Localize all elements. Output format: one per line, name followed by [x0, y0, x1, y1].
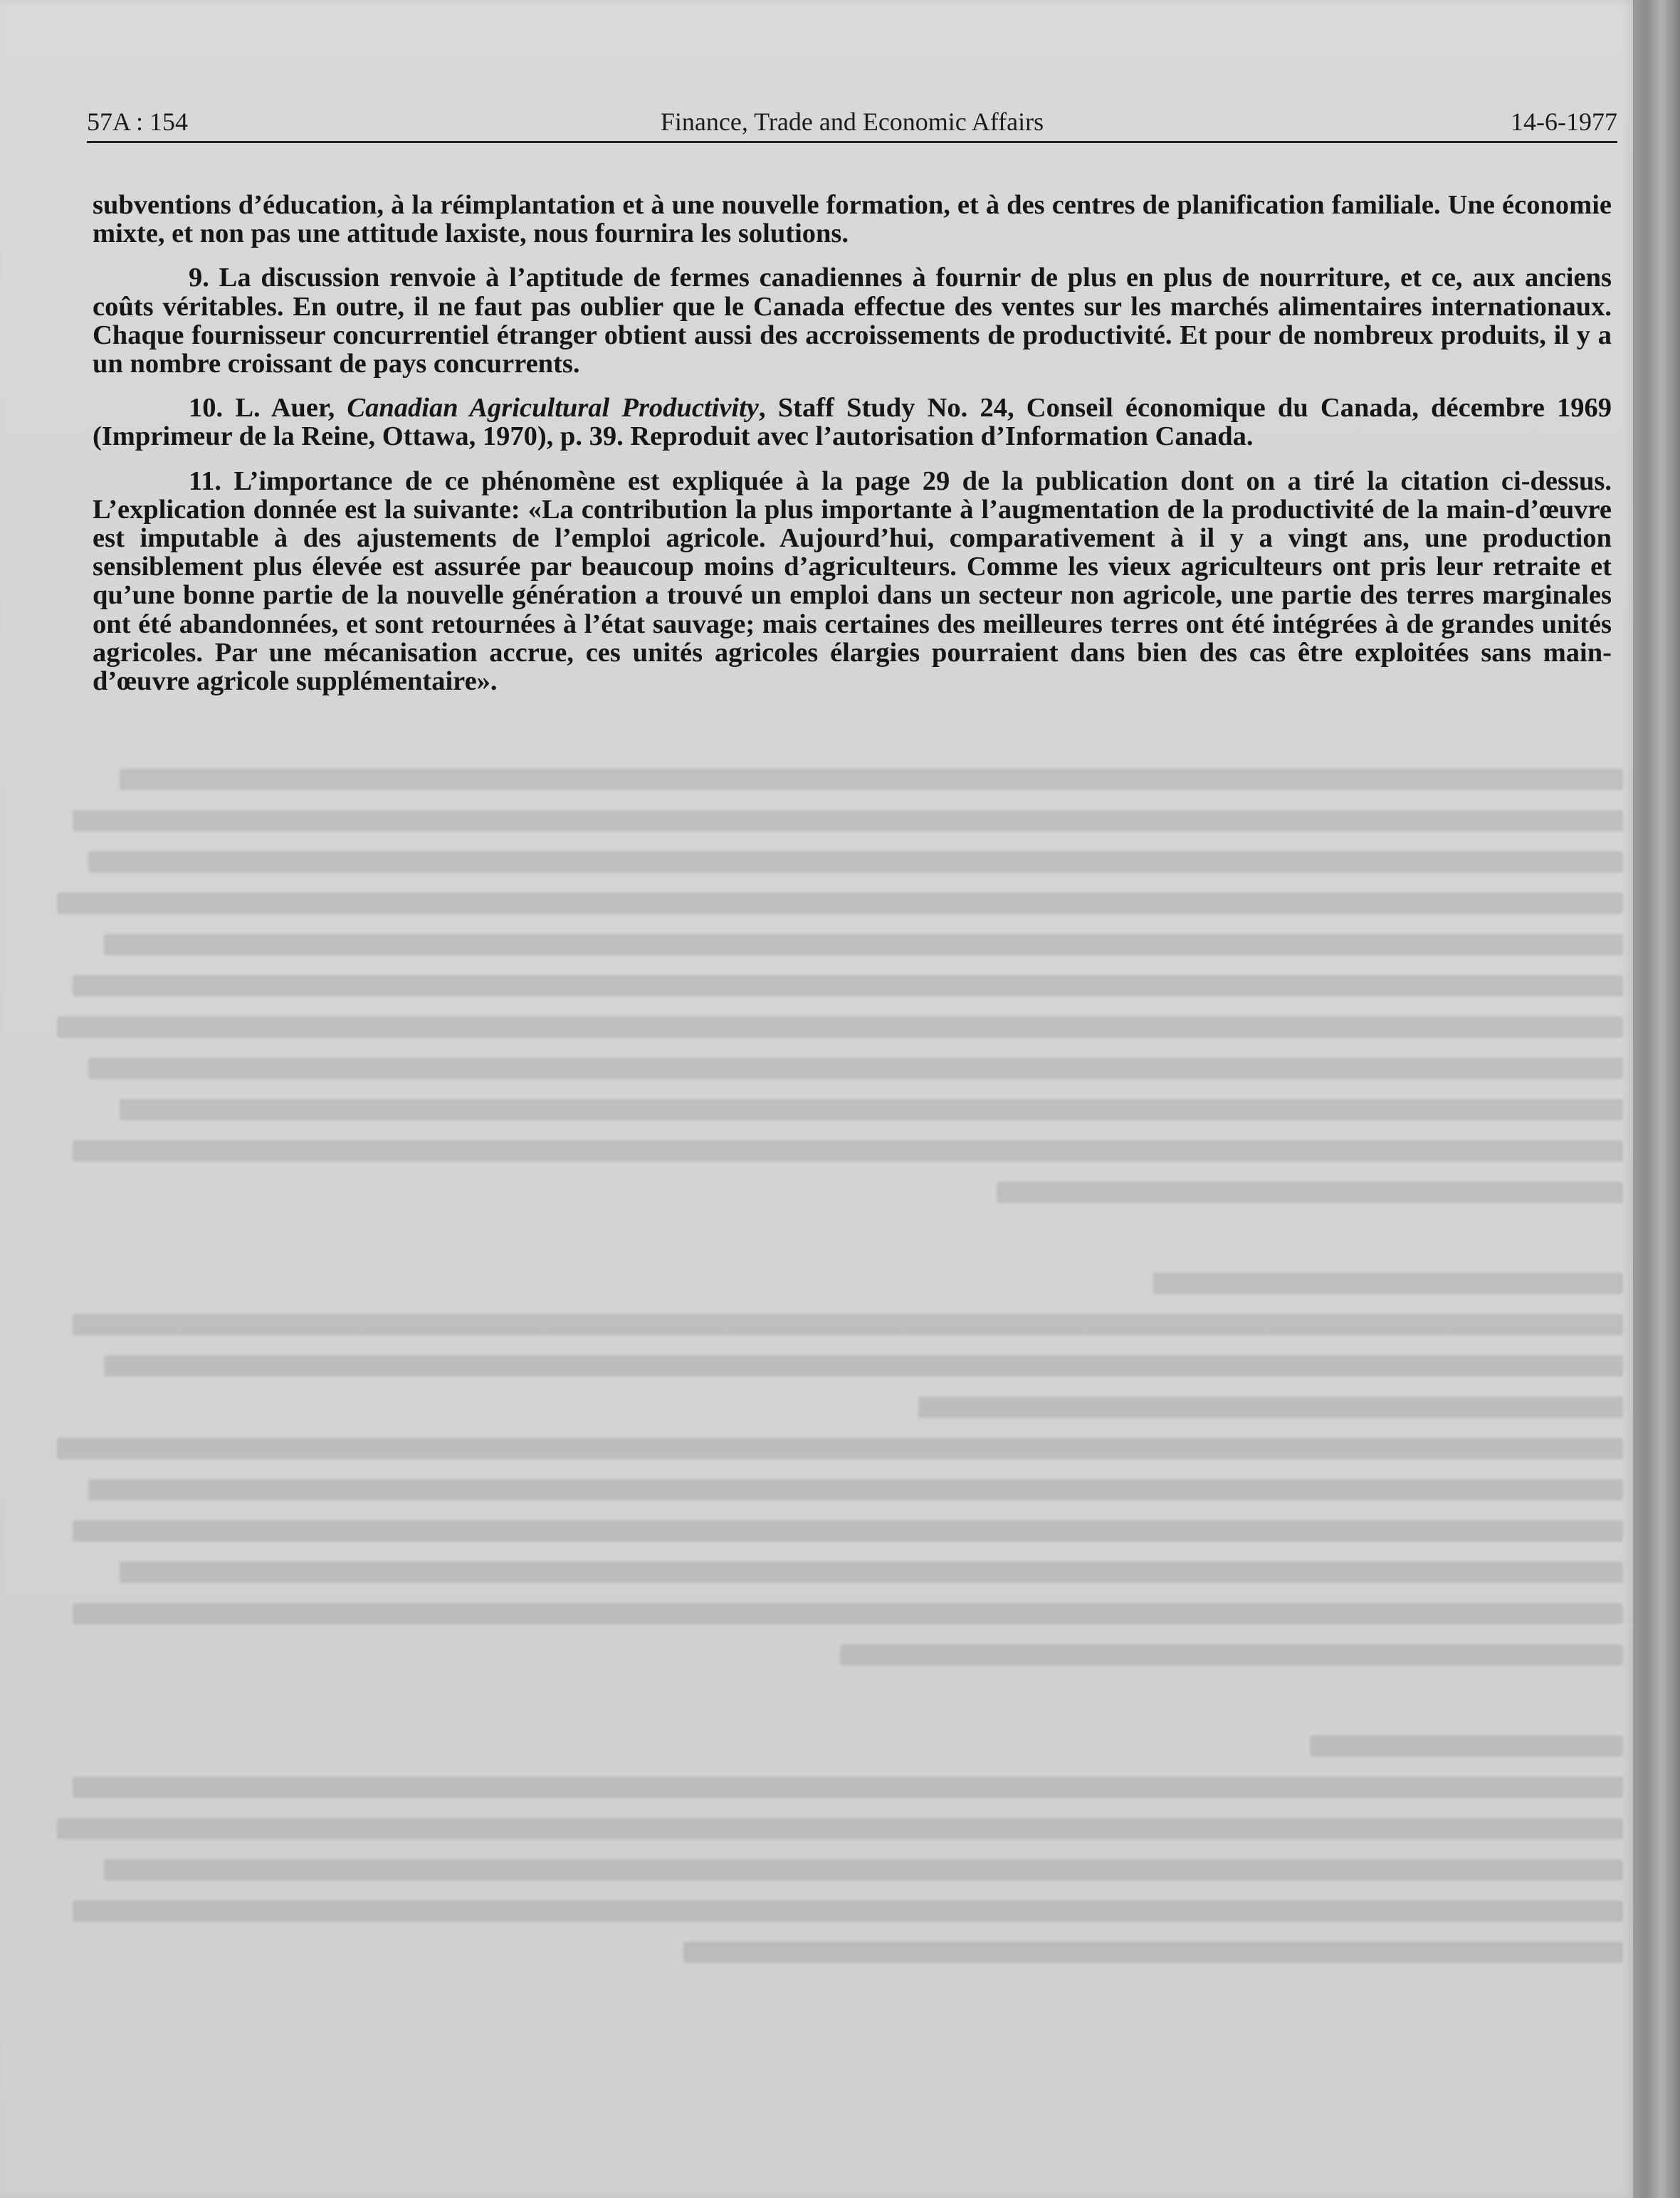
page-reference: 57A : 154 — [87, 107, 189, 136]
note-10-book-title: Canadian Agricultural Productivity — [347, 393, 759, 424]
show-through-text — [57, 769, 1623, 2121]
note-11: 11. L’importance de ce phénomène est expliquée à la page 29 de la publication dont on a tiré la citation ci-dessus. L’explication donnée est la suivante: «La contribution la plus importante à l’augmentation de la productivité de la main-d’œuvre est imputable à des ajustements de l’emploi agricole. Aujourd’hui, comparativement à il y a vingt ans, une production sensiblement plus élevée est assurée par beaucoup moins d’agriculteurs. Comme les vieux agriculteurs ont pris leur retraite et qu’une bonne partie de la nouvelle génération a trouvé un emploi dans un secteur non agricole, une partie des terres marginales ont été abandonnées, et sont retournées à l’état sauvage; mais certaines des meilleures terres ont été intégrées à de grandes unités agricoles. Par une mécanisation accrue, ces unités agricoles élargies pourraient dans bien des cas être exploitées sans main-d’œuvre agricole supplémentaire». — [93, 466, 1612, 697]
note-10 — [93, 394, 1612, 451]
paragraph-continuation: subventions d’éducation, à la réimplantation et à une nouvelle formation, et à des centres de planification familiale. Une économie mixte, et non pas une attitude laxiste, nous fournira les solutions. — [93, 190, 1612, 249]
running-header — [87, 107, 1617, 143]
header-date: 14-6-1977 — [1511, 107, 1617, 136]
header-title: Finance, Trade and Economic Affairs — [660, 107, 1044, 136]
note-10-lead: 10. L. Auer, — [189, 393, 347, 424]
note-10-tail: , Staff Study No. 24, Conseil économique du Canada, décembre 1969 (Imprimeur de la Reine, Ottawa, 1970), p. 39. Reproduit avec l’autorisation d’Information Canada. — [93, 393, 1612, 452]
book-spine-edge — [1633, 0, 1680, 2198]
notes-body — [93, 191, 1612, 711]
note-9: 9. La discussion renvoie à l’aptitude de fermes canadiennes à fournir de plus en plus de nourriture, et ce, aux anciens coûts véritables. En outre, il ne faut pas oublier que le Canada effectue des ventes sur les marchés alimentaires internationaux. Chaque fournisseur concurrentiel étranger obtient aussi des accroissements de productivité. Et pour de nombreux produits, il y a un nombre croissant de pays concurrents. — [93, 263, 1612, 379]
